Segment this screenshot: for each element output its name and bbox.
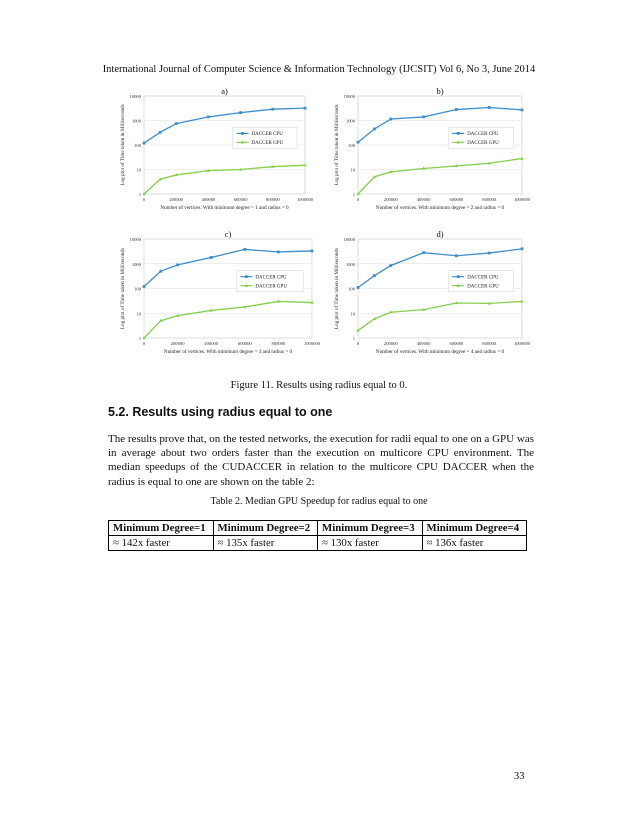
data-point — [176, 263, 179, 266]
x-tick-label: 0 — [356, 197, 360, 202]
data-point — [175, 122, 178, 125]
section-title: 5.2. Results using radius equal to one — [108, 405, 333, 419]
x-tick-label: 400000 — [204, 341, 219, 346]
y-tick-label: 10000 — [129, 94, 141, 99]
x-axis-label: Number of vertices. With minimum degree = 2 and radius = 0 — [375, 205, 505, 211]
y-tick-label: 10 — [350, 311, 355, 317]
y-tick-label: 100 — [134, 286, 141, 292]
y-tick-label: 1000 — [345, 118, 355, 124]
legend-entry: DACCER GPU — [467, 284, 499, 290]
data-point — [373, 274, 376, 277]
data-point — [277, 251, 280, 254]
data-point — [488, 106, 491, 109]
table-header-cell: Minimum Degree=4 — [422, 521, 527, 536]
data-point — [271, 108, 274, 111]
y-tick-label: 1 — [138, 336, 141, 341]
data-point — [159, 270, 162, 273]
y-tick-label: 1000 — [345, 261, 355, 267]
y-tick-label: 10000 — [129, 237, 141, 242]
chart-panel — [119, 86, 314, 211]
legend-entry: DACCER GPU — [251, 141, 284, 147]
legend-entry: DACCER CPU — [467, 275, 499, 281]
table-header-cell: Minimum Degree=2 — [213, 521, 318, 536]
legend-entry: DACCER CPU — [255, 275, 287, 281]
y-tick-label: 10000 — [343, 237, 355, 242]
x-tick-label: 1000000 — [513, 197, 530, 202]
x-tick-label: 200000 — [383, 197, 398, 202]
data-point — [357, 141, 360, 144]
y-tick-label: 1 — [138, 192, 141, 197]
page-number: 33 — [514, 771, 525, 782]
table-row — [109, 536, 527, 551]
x-tick-label: 800000 — [482, 341, 497, 346]
data-point — [422, 116, 425, 119]
data-point — [143, 142, 146, 145]
table-header-cell: Minimum Degree=3 — [318, 521, 423, 536]
table-header-row — [109, 521, 527, 536]
x-tick-label: 800000 — [265, 197, 280, 202]
x-tick-label: 1000000 — [296, 197, 314, 202]
x-tick-label: 600000 — [449, 197, 464, 202]
legend-marker — [457, 275, 460, 278]
y-tick-label: 1000 — [131, 118, 141, 124]
x-tick-label: 1000000 — [513, 341, 530, 346]
data-point — [304, 107, 307, 110]
x-tick-label: 200000 — [169, 197, 184, 202]
panel-label: d) — [436, 229, 444, 239]
legend-entry: DACCER GPU — [467, 141, 499, 147]
speedup-table — [108, 520, 527, 551]
y-axis-label: Log plot of Time taken in Milliseconds — [120, 104, 126, 186]
y-tick-label: 10000 — [343, 94, 355, 99]
y-tick-label: 1 — [352, 192, 355, 197]
data-point — [311, 250, 314, 253]
x-tick-label: 400000 — [416, 197, 431, 202]
data-point — [455, 108, 458, 111]
data-point — [357, 286, 360, 289]
data-point — [488, 252, 491, 255]
y-tick-label: 10 — [350, 167, 355, 173]
chart-panel — [333, 229, 530, 355]
data-point — [455, 254, 458, 257]
series-line — [358, 159, 522, 194]
legend-marker — [241, 132, 244, 135]
data-point — [159, 131, 162, 134]
legend-marker — [457, 132, 460, 135]
y-axis-label: Log plot of Time taken in Milliseconds — [334, 247, 340, 330]
legend-entry: DACCER GPU — [255, 284, 287, 290]
x-tick-label: 1000000 — [303, 341, 321, 346]
y-tick-label: 100 — [134, 143, 141, 148]
panel-label: b) — [436, 86, 444, 96]
data-point — [373, 128, 376, 131]
table-cell: ≈ 130x faster — [318, 536, 423, 551]
x-tick-label: 800000 — [482, 197, 497, 202]
data-point — [521, 247, 524, 250]
x-tick-label: 0 — [142, 197, 146, 202]
y-tick-label: 100 — [348, 143, 355, 148]
data-point — [210, 256, 213, 259]
y-axis-label: Log plot of Time taken in Milliseconds — [334, 104, 340, 186]
journal-header: International Journal of Computer Science & Information Technology (IJCSIT) Vol 6, No 3, June 2014 — [102, 64, 536, 75]
x-tick-label: 200000 — [383, 341, 398, 346]
panel-label: a) — [221, 86, 228, 96]
x-tick-label: 0 — [142, 341, 146, 346]
x-tick-label: 400000 — [416, 341, 431, 346]
data-point — [521, 109, 524, 112]
chart-panel — [333, 86, 530, 211]
x-tick-label: 600000 — [449, 341, 464, 346]
x-axis-label: Number of vertices. With minimum degree = 4 and radius = 0 — [375, 349, 505, 355]
chart-panel — [119, 229, 321, 355]
data-point — [207, 116, 210, 119]
y-tick-label: 10 — [136, 311, 141, 317]
x-axis-label: Number of vertices. With minimum degree = 3 and radius = 0 — [163, 349, 293, 355]
legend-marker — [245, 275, 248, 278]
data-point — [143, 285, 146, 288]
x-tick-label: 600000 — [237, 341, 252, 346]
data-point — [239, 111, 242, 114]
figure-11 — [108, 84, 530, 364]
x-axis-label: Number of vertices. With minimum degree = 1 and radius = 0 — [160, 205, 289, 211]
data-point — [243, 248, 246, 251]
data-point — [389, 264, 392, 267]
series-line — [144, 301, 312, 338]
x-tick-label: 200000 — [170, 341, 185, 346]
panel-label: c) — [224, 229, 232, 239]
table-caption: Table 2. Median GPU Speedup for radius equal to one — [210, 496, 428, 507]
table-cell: ≈ 136x faster — [422, 536, 527, 551]
y-axis-label: Log plot of Time taken in Milliseconds — [120, 247, 126, 330]
legend-entry: DACCER CPU — [251, 132, 283, 138]
x-tick-label: 400000 — [201, 197, 216, 202]
y-tick-label: 1000 — [131, 261, 141, 267]
table-cell: ≈ 135x faster — [213, 536, 318, 551]
y-tick-label: 1 — [352, 336, 355, 341]
data-point — [389, 118, 392, 121]
x-tick-label: 0 — [356, 341, 360, 346]
y-tick-label: 10 — [136, 167, 141, 173]
x-tick-label: 600000 — [233, 197, 248, 202]
x-tick-label: 800000 — [271, 341, 286, 346]
table-cell: ≈ 142x faster — [109, 536, 214, 551]
body-paragraph: The results prove that, on the tested networks, the execution for radii equal to one on a GPU was in average about two orders faster than the execution on multicore CPU environment. The median speedups of the CUDACCER in relation to the multicore CPU DACCER when the radius is equal to one are shown on the table 2: — [108, 433, 534, 488]
series-line — [358, 301, 522, 330]
table-header-cell: Minimum Degree=1 — [109, 521, 214, 536]
legend-entry: DACCER CPU — [467, 132, 499, 138]
figure-caption: Figure 11. Results using radius equal to 0. — [230, 380, 408, 391]
data-point — [422, 251, 425, 254]
y-tick-label: 100 — [348, 286, 355, 292]
